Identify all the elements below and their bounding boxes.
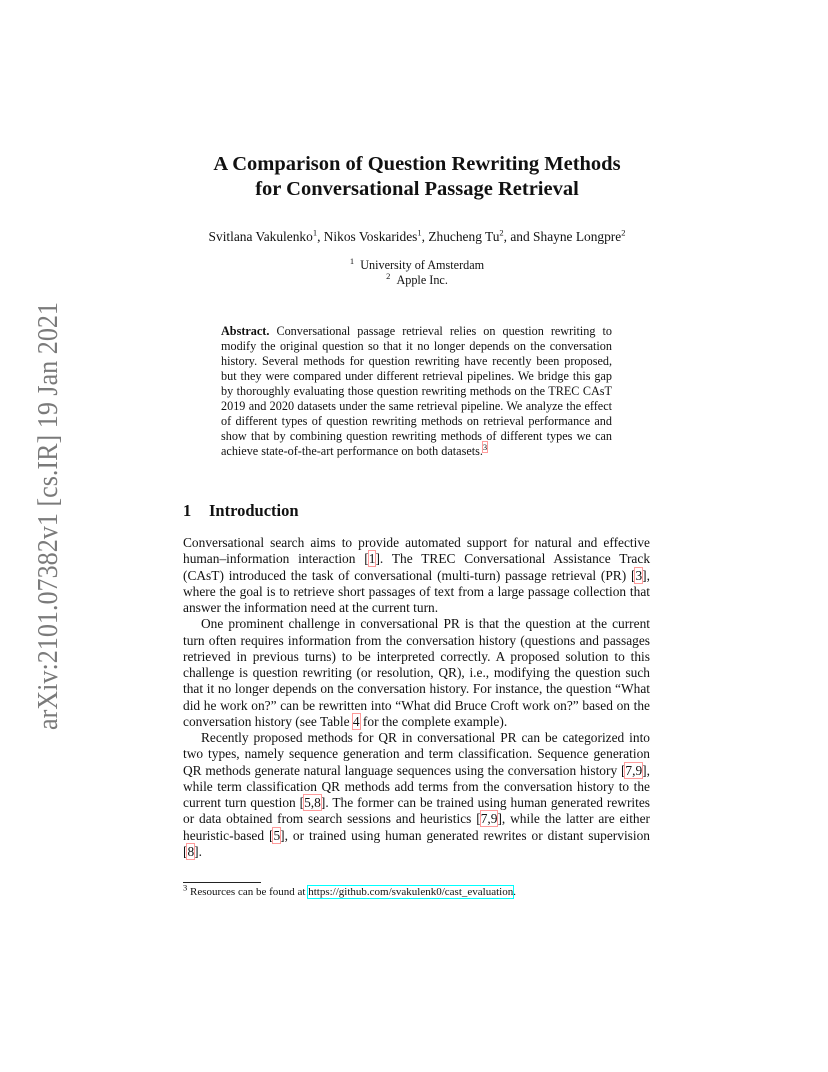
footnote-end: . — [513, 886, 516, 898]
title-line-2: for Conversational Passage Retrieval — [255, 178, 579, 200]
footnote — [183, 882, 516, 898]
arxiv-stamp — [19, 300, 67, 730]
citation-link[interactable]: 7,9 — [480, 811, 498, 827]
paragraph-text: One prominent challenge in conversational PR is that the question at the current turn often requires information from the conversation history (questions and passages retrieved in previous turns) to be interpreted correctly. A proposed solution to this challenge is question rewriting (or resolution, QR), i.e., modifying the question such that it no longer depends on the conversation history. For instance, the question “What did he work on?” can be rewritten into “What did Bruce Croft work on?” based on the conversation history (see Table — [183, 616, 650, 729]
affiliation-name: University of Amsterdam — [360, 258, 485, 272]
paragraph-text: , or trained using human generated rewrites or distant supervision — [284, 827, 650, 843]
section-number: 1 — [183, 501, 192, 520]
table-link[interactable]: 4 — [352, 713, 360, 729]
paragraph-text: for the complete example). — [359, 713, 508, 729]
footnote-mark: 3 — [183, 882, 188, 893]
author-affiliation-mark: 2 — [499, 227, 504, 238]
citation-link[interactable]: 7,9 — [625, 762, 643, 778]
title-line-1: A Comparison of Question Rewriting Methods — [213, 153, 621, 175]
author-affiliation-mark: 2 — [621, 227, 626, 238]
citation-link[interactable]: 5 — [273, 827, 281, 843]
citation-link[interactable]: 5,8 — [304, 795, 321, 810]
footnote-rule — [183, 882, 261, 883]
affiliation — [150, 270, 684, 288]
author-name: Shayne Longpre — [533, 229, 622, 244]
abstract-label: Abstract. — [221, 324, 270, 338]
affiliation-name: Apple Inc. — [396, 273, 448, 287]
paragraph-text: Recently proposed methods for QR in conversational PR can be categorized into two types, namely sequence generation and term classification. Sequence generation QR methods generate natural language sequences using the conversation history — [183, 730, 650, 778]
citation-link[interactable]: 1 — [368, 551, 376, 567]
author-name: Svitlana Vakulenko — [208, 229, 313, 244]
affiliation-mark: 1 — [349, 255, 355, 266]
paragraph-text: Conversational search aims to provide automated support for natural and effective human–information interaction — [183, 535, 650, 567]
paragraph-text: , while the latter are either heuristic-based — [183, 811, 651, 843]
author-separator: , and — [503, 229, 534, 244]
paragraph: Recently proposed methods for QR in conversational PR can be categorized into two types, namely sequence generation and term classification. Sequence generation QR methods generate natural language sequences using the conversation history [7,9], while term classification QR methods add terms from the conversation history to the current turn question [5,8]. The former can be trained using human generated rewrites or data obtained from search sessions and heuristics [7,9], while the latter are either heuristic-based [5], or trained using human generated rewrites or distant supervision [8]. — [183, 730, 651, 859]
author-affiliation-mark: 1 — [417, 227, 422, 238]
footnote-text: Resources can be found at — [190, 886, 309, 898]
citation-link[interactable]: 8 — [187, 843, 195, 859]
resource-url-link[interactable]: https://github.com/svakulenk0/cast_evaluation — [308, 886, 514, 898]
affiliation-mark: 2 — [386, 270, 391, 281]
author-name: Nikos Voskarides — [323, 229, 418, 244]
author-list — [150, 229, 684, 245]
author-separator: , — [317, 229, 324, 244]
author-affiliation-mark: 1 — [312, 227, 318, 238]
paragraph — [183, 616, 650, 730]
arxiv-stamp-text: arXiv:2101.07382v1 [cs.IR] 19 Jan 2021 — [32, 300, 64, 730]
section-title: Introduction — [209, 501, 299, 520]
author-separator: , — [421, 229, 429, 244]
abstract — [221, 324, 612, 459]
author-name: Zhucheng Tu — [428, 229, 500, 244]
footnote-link[interactable]: 3 — [482, 441, 488, 452]
paragraph-text: . — [198, 843, 202, 859]
section-body — [183, 535, 650, 860]
affiliation — [150, 255, 684, 273]
paragraph-text: , where the goal is to retrieve short passages of text from a large passage collection that answer the information need at the current turn. — [183, 567, 650, 615]
section-heading — [183, 501, 299, 521]
abstract-text: Conversational passage retrieval relies on question rewriting to modify the original question so that it no longer depends on the conversation history. Several methods for question rewriting have recently been proposed, but they were compared under different retrieval pipelines. We bridge this gap by thoroughly evaluating those question rewriting methods on the TREC CAsT 2019 and 2020 datasets under the same retrieval pipeline. We analyze the effect of different types of question rewriting methods on retrieval performance and show that by combining question rewriting methods of different types we can achieve state-of-the-art performance on both datasets. — [221, 324, 613, 458]
paragraph: Conversational search aims to provide automated support for natural and effective human–information interaction [1]. The TREC Conversational Assistance Track (CAsT) introduced the task of conversational (multi-turn) passage retrieval (PR) [3], where the goal is to retrieve short passages of text from a large passage collection that answer the information need at the current turn. — [183, 535, 651, 615]
paragraph-text: , while term classification QR methods add terms from the conversation history to the current turn question — [183, 762, 650, 810]
paper-title — [150, 152, 684, 202]
citation-link[interactable]: 3 — [635, 567, 643, 583]
paragraph-text: . The former can be trained using human generated rewrites or data obtained from search sessions and heuristics — [183, 795, 651, 827]
paragraph-text: . The TREC Conversational Assistance Track (CAsT) introduced the task of conversational (multi-turn) passage retrieval (PR) — [183, 551, 651, 583]
